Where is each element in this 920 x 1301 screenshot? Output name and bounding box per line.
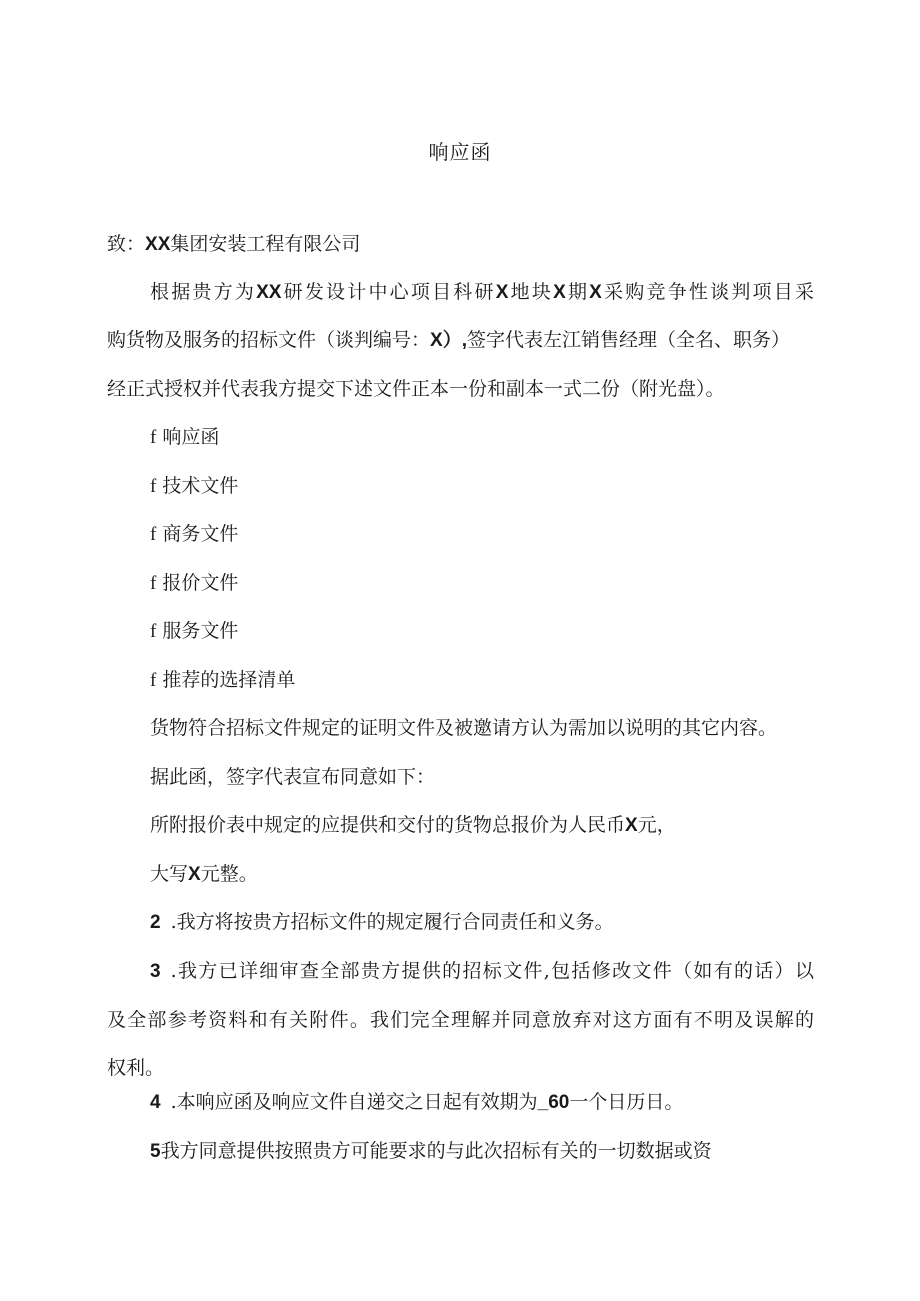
intro-text: 根据贵方为 <box>150 281 257 303</box>
item-2 <box>150 910 614 935</box>
doc-item-label: 服务文件 <box>162 620 239 642</box>
item-text: .我方已详细审查全部贵方提供的招标文件,包括修改文件（如有的话）以 <box>170 960 814 982</box>
item-4 <box>150 1090 683 1115</box>
declaration: 据此函，签字代表宣布同意如下： <box>150 766 436 788</box>
item-text: 我方同意提供按照贵方可能要求的与此次招标有关的一切数据或资 <box>160 1140 712 1162</box>
supporting-docs: 货物符合招标文件规定的证明文件及被邀请方认为需加以说明的其它内容。 <box>150 717 778 739</box>
price-text: 所附报价表中规定的应提供和交付的货物总报价为人民币 <box>150 814 626 836</box>
intro-line-1 <box>150 280 814 305</box>
company-name: 集团安装工程有限公司 <box>170 233 361 255</box>
item-text: .我方将按贵方招标文件的规定履行合同责任和义务。 <box>170 911 614 933</box>
salutation-prefix: 致： <box>107 233 146 255</box>
price-line-2 <box>150 862 258 887</box>
intro-text: 采购竞争性谈判项目采 <box>601 281 814 303</box>
bullet-marker: f <box>150 670 157 691</box>
bid-number: X）, <box>430 330 467 351</box>
item-3-line-1 <box>150 959 814 984</box>
intro-line-2 <box>107 328 790 353</box>
company-code: XX <box>145 234 171 255</box>
item-text: .本响应函及响应文件自递交之日起有效期为 <box>170 1091 538 1113</box>
intro-code: X <box>495 282 509 303</box>
page-title: 响应函 <box>428 140 492 164</box>
doc-item-commercial <box>150 522 238 547</box>
intro-text: 地块 <box>508 281 554 303</box>
item-number: 2 <box>150 912 161 933</box>
salutation <box>107 232 360 257</box>
price-text: 元， <box>637 814 676 836</box>
price-line-1 <box>150 813 676 838</box>
item-3-line-2: 及全部参考资料和有关附件。我们完全理解并同意放弃对这方面有不明及误解的 <box>107 1009 814 1031</box>
price-text: 元整。 <box>200 863 258 885</box>
price-amount-words: X <box>188 864 201 885</box>
doc-item-label: 技术文件 <box>162 475 239 497</box>
validity-days: _60 <box>537 1092 570 1113</box>
doc-item-label: 商务文件 <box>162 523 239 545</box>
doc-item-label: 报价文件 <box>162 572 239 594</box>
intro-text: 签字代表左江销售经理（全名、职务） <box>466 329 790 351</box>
item-5 <box>150 1139 712 1164</box>
intro-code: X <box>553 282 566 303</box>
price-text: 大写 <box>150 863 189 885</box>
item-number: 3 <box>150 961 161 982</box>
intro-code: XX <box>256 282 282 303</box>
doc-item-response-letter <box>150 425 219 450</box>
intro-line-3: 经正式授权并代表我方提交下述文件正本一份和副本一式二份（附光盘）。 <box>107 378 725 400</box>
bullet-marker: f <box>150 427 157 448</box>
doc-item-service <box>150 619 238 644</box>
intro-text: 购货物及服务的招标文件（谈判编号： <box>107 329 431 351</box>
bullet-marker: f <box>150 476 157 497</box>
bullet-marker: f <box>150 621 157 642</box>
item-3-line-3: 权利。 <box>107 1057 165 1079</box>
doc-item-technical <box>150 474 238 499</box>
doc-item-label: 推荐的选择清单 <box>162 669 296 691</box>
intro-text: 研发设计中心项目科研 <box>281 281 496 303</box>
bullet-marker: f <box>150 573 157 594</box>
bullet-marker: f <box>150 524 157 545</box>
doc-item-quotation <box>150 571 238 596</box>
item-text: 一个日历日。 <box>569 1091 684 1113</box>
item-number: 4 <box>150 1092 161 1113</box>
doc-item-recommended-list <box>150 668 295 693</box>
intro-text: 期 <box>565 281 590 303</box>
doc-item-label: 响应函 <box>162 426 220 448</box>
intro-code: X <box>589 282 602 303</box>
item-number: 5 <box>150 1141 161 1162</box>
price-amount: X <box>625 815 638 836</box>
